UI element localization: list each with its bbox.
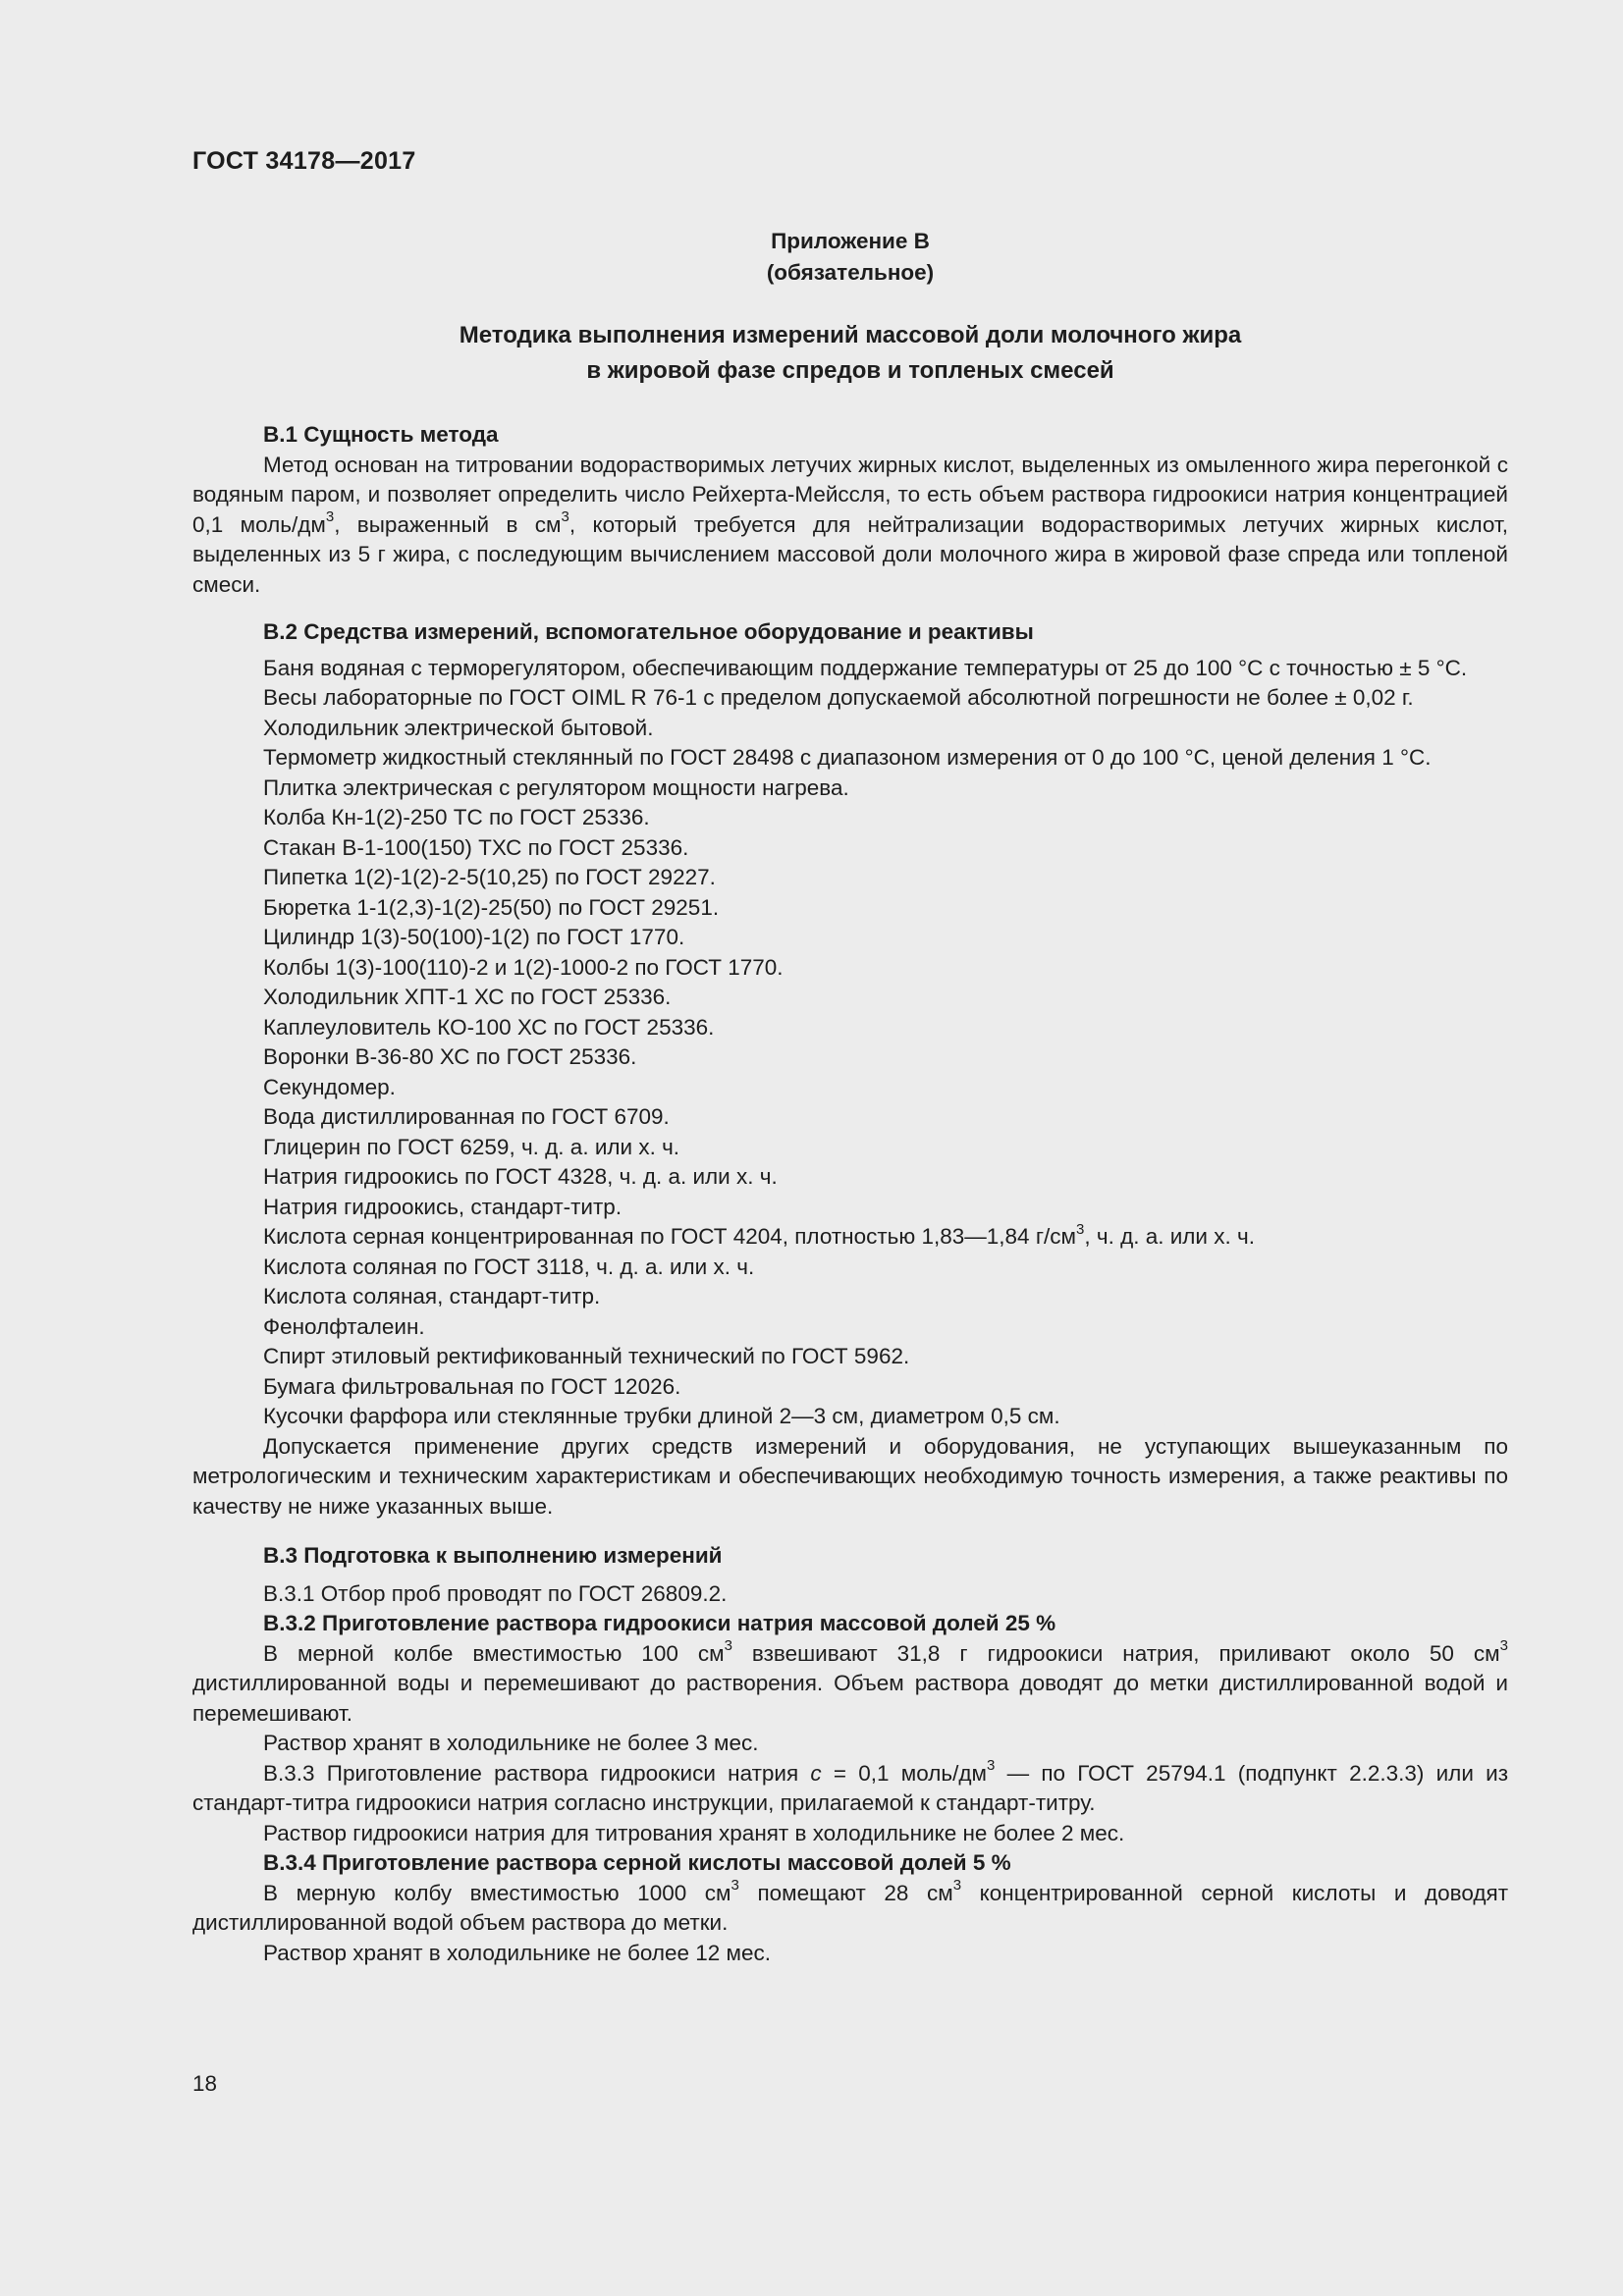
subsection-b31: В.3.1 Отбор проб проводят по ГОСТ 26809.2.	[263, 1580, 728, 1606]
subsection-b33-storage: Раствор гидроокиси натрия для титрования хранят в холодильнике не более 2 мес.	[263, 1820, 1125, 1845]
page-number: 18	[192, 2071, 218, 2096]
document-body	[192, 420, 1508, 1968]
subsection-b32-heading: В.3.2 Приготовление раствора гидроокиси натрия массовой долей 25 %	[263, 1611, 1056, 1635]
list-item: Натрия гидроокись, стандарт-титр.	[263, 1194, 622, 1219]
section-b2-note: Допускается применение других средств измерений и оборудования, не уступающих вышеуказанным по метрологическим и техническим характеристикам и обеспечивающих необходимую точность измерения, а также реактивы по качеству не ниже указанных выше.	[192, 1433, 1508, 1519]
list-item: Баня водяная с терморегулятором, обеспечивающим поддержание температуры от 25 до 100 °С с точностью ± 5 °С.	[263, 655, 1468, 680]
list-item: Цилиндр 1(3)-50(100)-1(2) по ГОСТ 1770.	[263, 925, 685, 949]
list-item: Кислота соляная по ГОСТ 3118, ч. д. а. или х. ч.	[263, 1254, 755, 1279]
annex-status: (обязательное)	[766, 260, 935, 285]
list-item: Кусочки фарфора или стеклянные трубки длиной 2—3 см, диаметром 0,5 см.	[263, 1404, 1060, 1428]
list-item: Вода дистиллированная по ГОСТ 6709.	[263, 1104, 670, 1129]
subsection-b32-storage: Раствор хранят в холодильнике не более 3 мес.	[263, 1731, 759, 1755]
list-item: Каплеуловитель КО-100 ХС по ГОСТ 25336.	[263, 1014, 715, 1040]
method-title-line1: Методика выполнения измерений массовой доли молочного жира	[459, 322, 1242, 348]
list-item: Холодильник электрической бытовой.	[263, 715, 654, 740]
section-b1-heading: В.1 Сущность метода	[263, 422, 499, 447]
annex-heading	[192, 226, 1508, 289]
list-item: Плитка электрическая с регулятором мощности нагрева.	[263, 774, 849, 800]
list-item: Кислота серная концентрированная по ГОСТ 4204, плотностью 1,83—1,84 $г/см^3$, ч. д. а. или х. ч.	[263, 1220, 1255, 1249]
list-item: Спирт этиловый ректификованный технический по ГОСТ 5962.	[263, 1344, 910, 1368]
list-item: Глицерин по ГОСТ 6259, ч. д. а. или х. ч.	[263, 1134, 680, 1159]
section-b1-text: Метод основан на титровании водорастворимых летучих жирных кислот, выделенных из омыленного жира перегонкой с водяным паром, и позволяет определить число Рейхерта-Мейссля, то есть объем раствора гидроокиси натрия концентрацией 0,1 моль/$дм^3$, выраженный в $см^3$, который требуется для нейтрализации водорастворимых летучих жирных кислот, выделенных из 5 г жира, с последующим вычислением массовой доли молочного жира в жировой фазе спреда или топленой смеси.	[192, 452, 1508, 597]
annex-title: Приложение В	[771, 229, 930, 253]
subsection-b34-text: В мерную колбу вместимостью 1000 $см^3$ помещают 28 $см^3$ концентрированной серной кислоты и доводят дистиллированной водой объем раствора до метки.	[192, 1877, 1509, 1935]
list-item: Бюретка 1-1(2,3)-1(2)-25(50) по ГОСТ 29251.	[263, 894, 720, 920]
list-item: Фенолфталеин.	[263, 1313, 425, 1339]
list-item: Секундомер.	[263, 1074, 396, 1099]
list-item: Стакан В-1-100(150) ТХС по ГОСТ 25336.	[263, 834, 689, 860]
section-b3-heading: В.3 Подготовка к выполнению измерений	[263, 1543, 723, 1568]
subsection-b34-heading: В.3.4 Приготовление раствора серной кислоты массовой долей 5 %	[263, 1850, 1011, 1875]
section-b2-heading: В.2 Средства измерений, вспомогательное оборудование и реактивы	[263, 619, 1034, 644]
list-item: Колбы 1(3)-100(110)-2 и 1(2)-1000-2 по ГОСТ 1770.	[263, 954, 784, 980]
document-code: ГОСТ 34178—2017	[192, 147, 416, 175]
subsection-b33-text: В.3.3 Приготовление раствора гидроокиси натрия с = 0,1 моль/$дм^3$ — по ГОСТ 25794.1 (подпункт 2.2.3.3) или из стандарт-титра гидроокиси натрия согласно инструкции, прилагаемой к стандарт-титру.	[192, 1757, 1509, 1815]
list-item: Натрия гидроокись по ГОСТ 4328, ч. д. а. или х. ч.	[263, 1164, 778, 1189]
subsection-b32-text: В мерной колбе вместимостью 100 $см^3$ взвешивают 31,8 г гидроокиси натрия, приливают около 50 $см^3$ дистиллированной воды и перемешивают до растворения. Объем раствора доводят до метки дистиллированной водой и перемешивают.	[192, 1637, 1508, 1726]
method-title	[192, 318, 1508, 389]
list-item: Бумага фильтровальная по ГОСТ 12026.	[263, 1373, 681, 1399]
list-item: Кислота соляная, стандарт-титр.	[263, 1284, 601, 1308]
method-title-line2: в жировой фазе спредов и топленых смесей	[586, 357, 1114, 384]
subsection-b34-storage: Раствор хранят в холодильнике не более 12 мес.	[263, 1940, 772, 1965]
list-item: Колба Кн-1(2)-250 ТС по ГОСТ 25336.	[263, 805, 650, 829]
list-item: Термометр жидкостный стеклянный по ГОСТ 28498 с диапазоном измерения от 0 до 100 °С, ценой деления 1 °С.	[263, 745, 1432, 770]
list-item: Воронки В-36-80 ХС по ГОСТ 25336.	[263, 1044, 637, 1069]
list-item: Холодильник ХПТ-1 ХС по ГОСТ 25336.	[263, 985, 672, 1009]
list-item: Пипетка 1(2)-1(2)-2-5(10,25) по ГОСТ 29227.	[263, 865, 716, 889]
list-item: Весы лабораторные по ГОСТ OIML R 76-1 с пределом допускаемой абсолютной погрешности не более ± 0,02 г.	[263, 685, 1414, 710]
